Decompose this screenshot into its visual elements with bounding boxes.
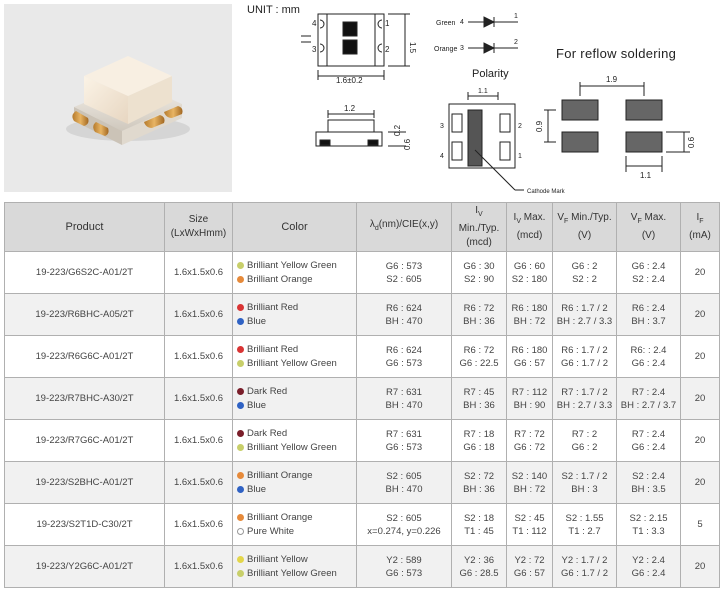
color-cell bbox=[233, 294, 357, 336]
reflow-pads bbox=[544, 82, 690, 172]
header-color: Color bbox=[233, 203, 357, 252]
header-size: Size (LxWxHmm) bbox=[165, 203, 233, 252]
lambda-cell-line: Y2 : 589 bbox=[386, 554, 422, 566]
iv-min-cell-line: G6 : 30 bbox=[463, 260, 495, 272]
iv-max-cell-line: R6 : 180 bbox=[511, 344, 548, 356]
vf-min-cell-line: G6 : 1.7 / 2 bbox=[561, 567, 608, 579]
vf-min-cell-line: S2 : 1.55 bbox=[565, 512, 604, 524]
table-row bbox=[5, 252, 720, 294]
lambda-cell-line: G6 : 573 bbox=[385, 260, 423, 272]
vf-max-cell bbox=[617, 294, 681, 336]
if-cell: 20 bbox=[681, 378, 720, 420]
iv-min-cell-line: S2 : 90 bbox=[463, 273, 495, 285]
iv-max-cell-line: G6 : 57 bbox=[513, 567, 546, 579]
color-cell bbox=[233, 378, 357, 420]
lambda-cell bbox=[357, 336, 452, 378]
color-cell bbox=[233, 252, 357, 294]
vf-min-cell-line: R6 : 1.7 / 2 bbox=[561, 302, 608, 314]
table-header-row bbox=[5, 203, 720, 252]
polarity-pin-2: 2 bbox=[514, 39, 518, 46]
header-vf-max: $V_F$ Max. (V) bbox=[617, 203, 681, 252]
iv-max-cell-line: Y2 : 72 bbox=[514, 554, 545, 566]
lambda-cell bbox=[357, 420, 452, 462]
vf-max-cell bbox=[617, 378, 681, 420]
vf-min-cell-line: BH : 2.7 / 3.3 bbox=[556, 399, 613, 411]
color-cell bbox=[233, 546, 357, 588]
vf-min-cell-line: R7 : 2 bbox=[571, 428, 598, 440]
iv-min-cell-line: S2 : 72 bbox=[463, 470, 495, 482]
table-row bbox=[5, 504, 720, 546]
lambda-cell bbox=[357, 378, 452, 420]
color-entry bbox=[237, 357, 355, 371]
color-entry bbox=[237, 259, 355, 273]
unit-label: UNIT : mm bbox=[247, 4, 300, 16]
color-dot-icon bbox=[237, 528, 244, 535]
vf-max-cell bbox=[617, 252, 681, 294]
size-cell: 1.6x1.5x0.6 bbox=[165, 336, 233, 378]
bottom-view bbox=[449, 92, 524, 190]
iv-min-cell-line: R6 : 72 bbox=[463, 302, 495, 314]
header-area bbox=[0, 0, 721, 200]
color-entry bbox=[237, 427, 355, 441]
iv-min-cell-line: G6 : 28.5 bbox=[459, 567, 499, 579]
vf-min-cell-line: BH : 3 bbox=[571, 483, 598, 495]
bottom-pin-4: 4 bbox=[440, 153, 444, 160]
vf-max-cell bbox=[617, 336, 681, 378]
product-cell: 19-223/R6BHC-A05/2T bbox=[5, 294, 165, 336]
color-name: Blue bbox=[247, 316, 267, 327]
vf-max-cell-line: S2 : 2.15 bbox=[629, 512, 668, 524]
color-dot-icon bbox=[237, 514, 244, 521]
color-dot-icon bbox=[237, 486, 244, 493]
iv-max-cell bbox=[507, 336, 553, 378]
lambda-cell bbox=[357, 252, 452, 294]
product-photo bbox=[4, 4, 232, 192]
iv-max-cell bbox=[507, 420, 553, 462]
color-cell bbox=[233, 504, 357, 546]
vf-min-cell-line: S2 : 1.7 / 2 bbox=[561, 470, 608, 482]
color-name: Brilliant Orange bbox=[247, 512, 313, 523]
lambda-cell-line: BH : 470 bbox=[385, 399, 423, 411]
width-dim: 1.6±0.2 bbox=[336, 76, 363, 85]
iv-max-cell-line: R6 : 180 bbox=[511, 302, 548, 314]
lambda-cell-line: R6 : 624 bbox=[386, 344, 422, 356]
if-cell: 20 bbox=[681, 546, 720, 588]
color-entry bbox=[237, 483, 355, 497]
vf-max-cell-line: Y2 : 2.4 bbox=[632, 554, 665, 566]
vf-min-cell-line: S2 : 2 bbox=[572, 273, 597, 285]
polarity-pin-4: 4 bbox=[460, 19, 464, 26]
iv-min-cell-line: BH : 36 bbox=[463, 399, 495, 411]
table-body bbox=[5, 252, 720, 588]
table-row bbox=[5, 378, 720, 420]
iv-min-cell-line: BH : 36 bbox=[463, 483, 495, 495]
color-dot-icon bbox=[237, 304, 244, 311]
lambda-cell-line: G6 : 573 bbox=[385, 567, 423, 579]
color-cell bbox=[233, 336, 357, 378]
if-cell: 20 bbox=[681, 252, 720, 294]
color-name: Brilliant Orange bbox=[247, 470, 313, 481]
product-cell: 19-223/Y2G6C-A01/2T bbox=[5, 546, 165, 588]
vf-max-cell-line: BH : 3.7 bbox=[631, 315, 666, 327]
product-cell: 19-223/S2BHC-A01/2T bbox=[5, 462, 165, 504]
bottom-dim: 1.1 bbox=[478, 88, 488, 95]
color-name: Pure White bbox=[247, 526, 294, 537]
color-cell bbox=[233, 462, 357, 504]
color-entry bbox=[237, 525, 355, 539]
reflow-title: For reflow soldering bbox=[556, 46, 677, 61]
iv-max-cell bbox=[507, 504, 553, 546]
color-cell bbox=[233, 420, 357, 462]
if-cell: 5 bbox=[681, 504, 720, 546]
color-name: Brilliant Yellow Green bbox=[247, 260, 337, 271]
color-dot-icon bbox=[237, 444, 244, 451]
pad-dim-top: 1.9 bbox=[606, 75, 618, 84]
pad-dim-right: 0.6 bbox=[687, 136, 696, 148]
iv-max-cell bbox=[507, 378, 553, 420]
color-entry bbox=[237, 315, 355, 329]
iv-min-cell-line: R7 : 45 bbox=[463, 386, 495, 398]
lambda-cell bbox=[357, 294, 452, 336]
lambda-cell-line: R6 : 624 bbox=[386, 302, 422, 314]
pin-label-2: 2 bbox=[385, 45, 390, 54]
vf-max-cell-line: G6 : 2.4 bbox=[631, 357, 666, 369]
mechanical-drawings bbox=[240, 0, 721, 200]
vf-max-cell-line: R6: : 2.4 bbox=[630, 344, 667, 356]
lambda-cell-line: x=0.274, y=0.226 bbox=[367, 525, 441, 537]
iv-min-cell-line: Y2 : 36 bbox=[463, 554, 495, 566]
iv-min-cell bbox=[452, 336, 507, 378]
iv-min-cell bbox=[452, 504, 507, 546]
polarity-orange-label: Orange bbox=[434, 46, 458, 53]
iv-max-cell-line: S2 : 180 bbox=[511, 273, 548, 285]
bottom-pin-2: 2 bbox=[518, 123, 522, 130]
size-cell: 1.6x1.5x0.6 bbox=[165, 546, 233, 588]
color-dot-icon bbox=[237, 430, 244, 437]
vf-max-cell-line: T1 : 3.3 bbox=[632, 525, 665, 537]
color-entry bbox=[237, 385, 355, 399]
vf-min-cell bbox=[553, 336, 617, 378]
lambda-cell-line: R7 : 631 bbox=[386, 428, 422, 440]
led-package-image bbox=[4, 4, 232, 192]
color-entry bbox=[237, 301, 355, 315]
iv-max-cell bbox=[507, 462, 553, 504]
vf-max-cell-line: R6 : 2.4 bbox=[631, 302, 666, 314]
color-entry bbox=[237, 441, 355, 455]
vf-min-cell-line: BH : 2.7 / 3.3 bbox=[556, 315, 613, 327]
color-name: Brilliant Orange bbox=[247, 274, 313, 285]
lambda-cell bbox=[357, 546, 452, 588]
iv-max-cell-line: R7 : 112 bbox=[511, 386, 548, 398]
vf-min-cell bbox=[553, 504, 617, 546]
iv-min-cell bbox=[452, 462, 507, 504]
vf-min-cell-line: Y2 : 1.7 / 2 bbox=[561, 554, 608, 566]
iv-min-cell-line: G6 : 18 bbox=[463, 441, 495, 453]
color-name: Brilliant Yellow Green bbox=[247, 442, 337, 453]
color-dot-icon bbox=[237, 388, 244, 395]
iv-max-cell-line: G6 : 60 bbox=[513, 260, 546, 272]
size-cell: 1.6x1.5x0.6 bbox=[165, 252, 233, 294]
iv-min-cell bbox=[452, 378, 507, 420]
vf-max-cell bbox=[617, 462, 681, 504]
table-row bbox=[5, 546, 720, 588]
color-entry bbox=[237, 567, 355, 581]
vf-min-cell bbox=[553, 252, 617, 294]
vf-max-cell-line: BH : 3.5 bbox=[631, 483, 666, 495]
header-vf-min: $V_F$ Min./Typ. (V) bbox=[553, 203, 617, 252]
iv-max-cell bbox=[507, 252, 553, 294]
iv-max-cell-line: R7 : 72 bbox=[514, 428, 545, 440]
color-dot-icon bbox=[237, 570, 244, 577]
pin-label-1: 1 bbox=[385, 19, 390, 28]
iv-max-cell-line: BH : 90 bbox=[513, 399, 546, 411]
iv-max-cell-line: G6 : 57 bbox=[513, 357, 546, 369]
iv-max-cell bbox=[507, 546, 553, 588]
color-dot-icon bbox=[237, 360, 244, 367]
polarity-green-label: Green bbox=[436, 20, 456, 27]
color-dot-icon bbox=[237, 276, 244, 283]
header-iv-max: $I_V$ Max. (mcd) bbox=[507, 203, 553, 252]
color-dot-icon bbox=[237, 402, 244, 409]
polarity-pin-3: 3 bbox=[460, 45, 464, 52]
product-cell: 19-223/R7BHC-A30/2T bbox=[5, 378, 165, 420]
color-entry bbox=[237, 273, 355, 287]
header-if: $I_F$ (mA) bbox=[681, 203, 720, 252]
table-row bbox=[5, 420, 720, 462]
size-cell: 1.6x1.5x0.6 bbox=[165, 504, 233, 546]
pin-label-3: 3 bbox=[312, 45, 317, 54]
iv-max-cell-line: BH : 72 bbox=[513, 483, 546, 495]
color-dot-icon bbox=[237, 262, 244, 269]
color-name: Brilliant Red bbox=[247, 302, 299, 313]
if-cell: 20 bbox=[681, 294, 720, 336]
color-dot-icon bbox=[237, 472, 244, 479]
iv-max-cell-line: S2 : 45 bbox=[514, 512, 545, 524]
vf-max-cell-line: G6 : 2.4 bbox=[631, 441, 666, 453]
color-dot-icon bbox=[237, 318, 244, 325]
product-cell: 19-223/R7G6C-A01/2T bbox=[5, 420, 165, 462]
iv-min-cell bbox=[452, 420, 507, 462]
product-cell: 19-223/S2T1D-C30/2T bbox=[5, 504, 165, 546]
iv-max-cell-line: G6 : 72 bbox=[513, 441, 546, 453]
lambda-cell bbox=[357, 462, 452, 504]
iv-max-cell-line: S2 : 140 bbox=[511, 470, 548, 482]
vf-max-cell bbox=[617, 420, 681, 462]
vf-max-cell-line: BH : 2.7 / 3.7 bbox=[620, 399, 677, 411]
color-name: Dark Red bbox=[247, 428, 288, 439]
vf-min-cell-line: T1 : 2.7 bbox=[568, 525, 601, 537]
color-dot-icon bbox=[237, 346, 244, 353]
side-top-dim: 1.2 bbox=[344, 104, 356, 113]
lambda-cell-line: G6 : 573 bbox=[385, 357, 423, 369]
iv-min-cell-line: R7 : 18 bbox=[463, 428, 495, 440]
color-name: Blue bbox=[247, 400, 267, 411]
size-cell: 1.6x1.5x0.6 bbox=[165, 420, 233, 462]
vf-max-cell-line: S2 : 2.4 bbox=[632, 273, 665, 285]
top-view-labels bbox=[312, 19, 417, 85]
vf-max-cell-line: G6 : 2.4 bbox=[631, 567, 666, 579]
vf-min-cell-line: G6 : 1.7 / 2 bbox=[561, 357, 608, 369]
top-view bbox=[301, 14, 410, 80]
color-entry bbox=[237, 343, 355, 357]
lambda-cell-line: BH : 470 bbox=[385, 315, 423, 327]
if-cell: 20 bbox=[681, 462, 720, 504]
product-cell: 19-223/R6G6C-A01/2T bbox=[5, 336, 165, 378]
iv-min-cell bbox=[452, 294, 507, 336]
color-name: Brilliant Yellow Green bbox=[247, 358, 337, 369]
polarity-title: Polarity bbox=[472, 68, 509, 80]
color-entry bbox=[237, 553, 355, 567]
side-height-dim: 0.2 bbox=[393, 124, 402, 136]
vf-min-cell bbox=[553, 294, 617, 336]
vf-max-cell-line: R7 : 2.4 bbox=[631, 428, 666, 440]
header-iv-min: $I_V$ Min./Typ. (mcd) bbox=[452, 203, 507, 252]
color-entry bbox=[237, 469, 355, 483]
bottom-pin-3: 3 bbox=[440, 123, 444, 130]
table-row bbox=[5, 294, 720, 336]
lambda-cell-line: S2 : 605 bbox=[386, 512, 422, 524]
iv-max-cell bbox=[507, 294, 553, 336]
vf-min-cell-line: R7 : 1.7 / 2 bbox=[561, 386, 608, 398]
iv-max-cell-line: T1 : 112 bbox=[512, 525, 547, 537]
lambda-cell bbox=[357, 504, 452, 546]
iv-min-cell-line: T1 : 45 bbox=[464, 525, 494, 537]
vf-min-cell-line: R6 : 1.7 / 2 bbox=[561, 344, 608, 356]
polarity-pin-1: 1 bbox=[514, 13, 518, 20]
vf-max-cell bbox=[617, 504, 681, 546]
iv-min-cell bbox=[452, 252, 507, 294]
vf-min-cell-line: G6 : 2 bbox=[571, 441, 598, 453]
size-cell: 1.6x1.5x0.6 bbox=[165, 378, 233, 420]
cathode-mark-label: Cathode Mark bbox=[527, 189, 565, 195]
color-dot-icon bbox=[237, 556, 244, 563]
iv-min-cell-line: G6 : 22.5 bbox=[459, 357, 499, 369]
product-spec-table bbox=[4, 202, 720, 588]
color-entry bbox=[237, 399, 355, 413]
bottom-pin-1: 1 bbox=[518, 153, 522, 160]
vf-max-cell bbox=[617, 546, 681, 588]
vf-min-cell bbox=[553, 420, 617, 462]
height-dim: 1.5 bbox=[408, 42, 417, 54]
size-cell: 1.6x1.5x0.6 bbox=[165, 462, 233, 504]
side-height-dim2: 0.6 bbox=[403, 138, 412, 150]
color-name: Dark Red bbox=[247, 386, 288, 397]
if-cell: 20 bbox=[681, 336, 720, 378]
pad-dim-left: 0.9 bbox=[535, 120, 544, 132]
if-cell: 20 bbox=[681, 420, 720, 462]
color-name: Blue bbox=[247, 484, 267, 495]
header-product: Product bbox=[5, 203, 165, 252]
iv-min-cell bbox=[452, 546, 507, 588]
header-lambda: $\lambda_d(nm)/CIE(x,y)$ bbox=[357, 203, 452, 252]
vf-max-cell-line: R7 : 2.4 bbox=[631, 386, 666, 398]
iv-min-cell-line: R6 : 72 bbox=[463, 344, 495, 356]
size-cell: 1.6x1.5x0.6 bbox=[165, 294, 233, 336]
vf-max-cell-line: S2 : 2.4 bbox=[632, 470, 665, 482]
lambda-cell-line: R7 : 631 bbox=[386, 386, 422, 398]
pin-label-4: 4 bbox=[312, 19, 317, 28]
lambda-cell-line: BH : 470 bbox=[385, 483, 423, 495]
color-name: Brilliant Yellow bbox=[247, 554, 308, 565]
table-row bbox=[5, 336, 720, 378]
iv-max-cell-line: BH : 72 bbox=[513, 315, 546, 327]
table-row bbox=[5, 462, 720, 504]
product-cell: 19-223/G6S2C-A01/2T bbox=[5, 252, 165, 294]
vf-max-cell-line: G6 : 2.4 bbox=[631, 260, 666, 272]
iv-min-cell-line: S2 : 18 bbox=[463, 512, 495, 524]
color-name: Brilliant Yellow Green bbox=[247, 568, 337, 579]
vf-min-cell bbox=[553, 546, 617, 588]
vf-min-cell bbox=[553, 462, 617, 504]
color-name: Brilliant Red bbox=[247, 344, 299, 355]
vf-min-cell-line: G6 : 2 bbox=[571, 260, 598, 272]
iv-min-cell-line: BH : 36 bbox=[463, 315, 495, 327]
vf-min-cell bbox=[553, 378, 617, 420]
lambda-cell-line: G6 : 573 bbox=[385, 441, 423, 453]
polarity-symbols bbox=[468, 17, 518, 53]
pad-dim-bottom: 1.1 bbox=[640, 171, 652, 180]
lambda-cell-line: S2 : 605 bbox=[386, 470, 422, 482]
lambda-cell-line: S2 : 605 bbox=[386, 273, 422, 285]
color-entry bbox=[237, 511, 355, 525]
